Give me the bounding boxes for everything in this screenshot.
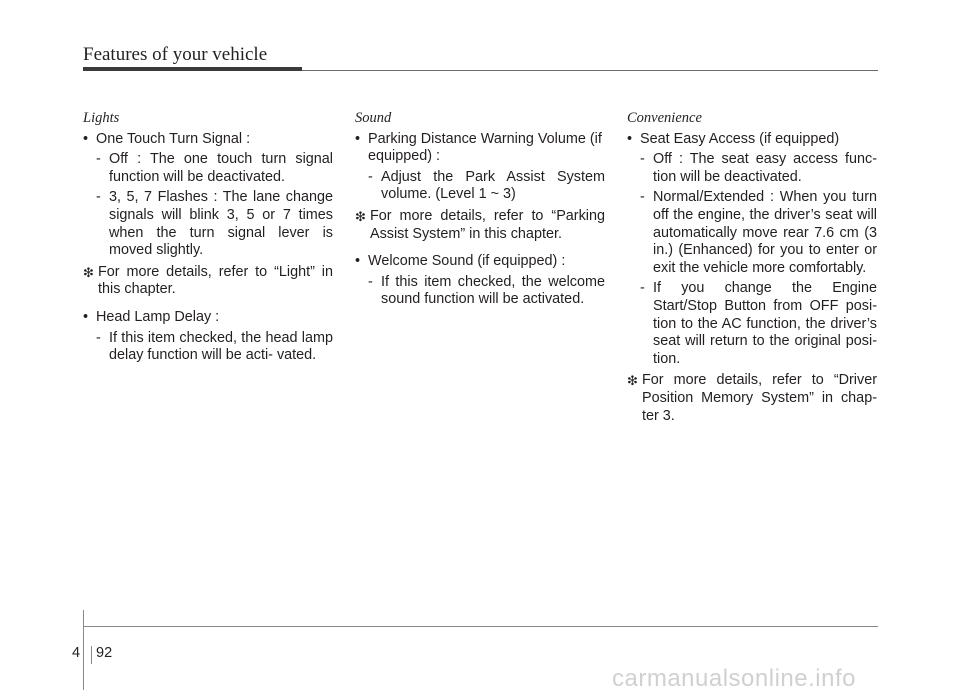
reference-note <box>355 208 605 243</box>
dash-marker: - <box>368 168 373 185</box>
sub-item <box>640 189 877 277</box>
note-icon: ❇ <box>355 208 366 224</box>
sub-item-text: 3, 5, 7 Flashes : The lane change signals will blink 3, 5 or 7 times when the turn signal lever is moved slightly. <box>109 189 333 259</box>
dash-marker: - <box>96 329 101 346</box>
sub-item <box>368 274 605 309</box>
bullet-text: Head Lamp Delay : <box>96 308 220 325</box>
sub-item-text: Adjust the Park Assist System volume. (Level 1 ~ 3) <box>381 168 605 203</box>
sub-item-text: Off : The seat easy access func- tion will be deactivated. <box>653 151 877 185</box>
sub-item-text: If this item checked, the welcome sound function will be activated. <box>381 273 605 308</box>
column-convenience <box>627 110 877 435</box>
reference-note <box>627 372 877 425</box>
dash-marker: - <box>368 273 373 290</box>
sub-item-text: Normal/Extended : When you turn off the engine, the driver’s seat will automatically move rear 7.6 cm (3 in.) (Enhanced) for you to enter or exit the vehicle more comfortably. <box>653 189 877 276</box>
bullet-item <box>355 253 605 271</box>
chapter-number: 4 <box>72 645 81 661</box>
bullet-text: Welcome Sound (if equipped) : <box>368 253 566 270</box>
note-text: For more details, refer to “Driver Position Memory System” in chap- ter 3. <box>642 372 877 424</box>
section-title-lights: Lights <box>83 110 120 126</box>
note-text: For more details, refer to “Light” in this chapter. <box>98 263 333 298</box>
dash-marker: - <box>640 189 645 206</box>
watermark-text: carmanualsonline.info <box>612 665 856 692</box>
note-icon: ❇ <box>627 373 638 389</box>
bullet-text: Seat Easy Access (if equipped) <box>640 130 840 147</box>
bullet-item <box>83 131 333 149</box>
bullet-text: Parking Distance Warning Volume (if equipped) : <box>368 130 602 165</box>
dash-marker: - <box>640 280 645 297</box>
bullet-marker: • <box>355 253 361 270</box>
header-accent-bar <box>83 67 302 71</box>
note-text: For more details, refer to “Parking Assist System” in this chapter. <box>370 207 605 242</box>
sub-item-text: If this item checked, the head lamp delay function will be acti- vated. <box>109 329 333 364</box>
bullet-marker: • <box>83 308 89 325</box>
note-icon: ❇ <box>83 264 94 280</box>
sub-item-text: Off : The one touch turn signal function will be deactivated. <box>109 151 333 185</box>
dash-marker: - <box>640 151 645 168</box>
column-sound <box>355 110 605 309</box>
sub-item <box>368 169 605 204</box>
bullet-marker: • <box>627 130 633 147</box>
header-rule <box>302 70 878 71</box>
bullet-item <box>83 309 333 327</box>
sub-item <box>640 151 877 186</box>
page-number: 92 <box>96 645 113 661</box>
sub-item <box>96 189 333 259</box>
column-lights <box>83 110 333 365</box>
footer-separator <box>91 646 92 664</box>
footer-rule <box>83 626 878 627</box>
bullet-item <box>355 131 605 166</box>
section-title-convenience: Convenience <box>627 110 702 126</box>
sub-item <box>96 151 333 186</box>
sub-item <box>96 330 333 365</box>
reference-note <box>83 264 333 299</box>
bullet-text: One Touch Turn Signal : <box>96 130 251 147</box>
bullet-marker: • <box>355 130 361 147</box>
footer-crop-line <box>83 610 84 690</box>
sub-item-text: If you change the Engine Start/Stop Button from OFF posi- tion to the AC function, the driver’s seat will return to the original posi- tion. <box>653 280 877 367</box>
bullet-item <box>627 131 877 149</box>
section-title-sound: Sound <box>355 110 392 126</box>
dash-marker: - <box>96 151 101 168</box>
page-header-title: Features of your vehicle <box>83 44 268 65</box>
bullet-marker: • <box>83 130 89 147</box>
sub-item <box>640 280 877 368</box>
dash-marker: - <box>96 189 101 206</box>
